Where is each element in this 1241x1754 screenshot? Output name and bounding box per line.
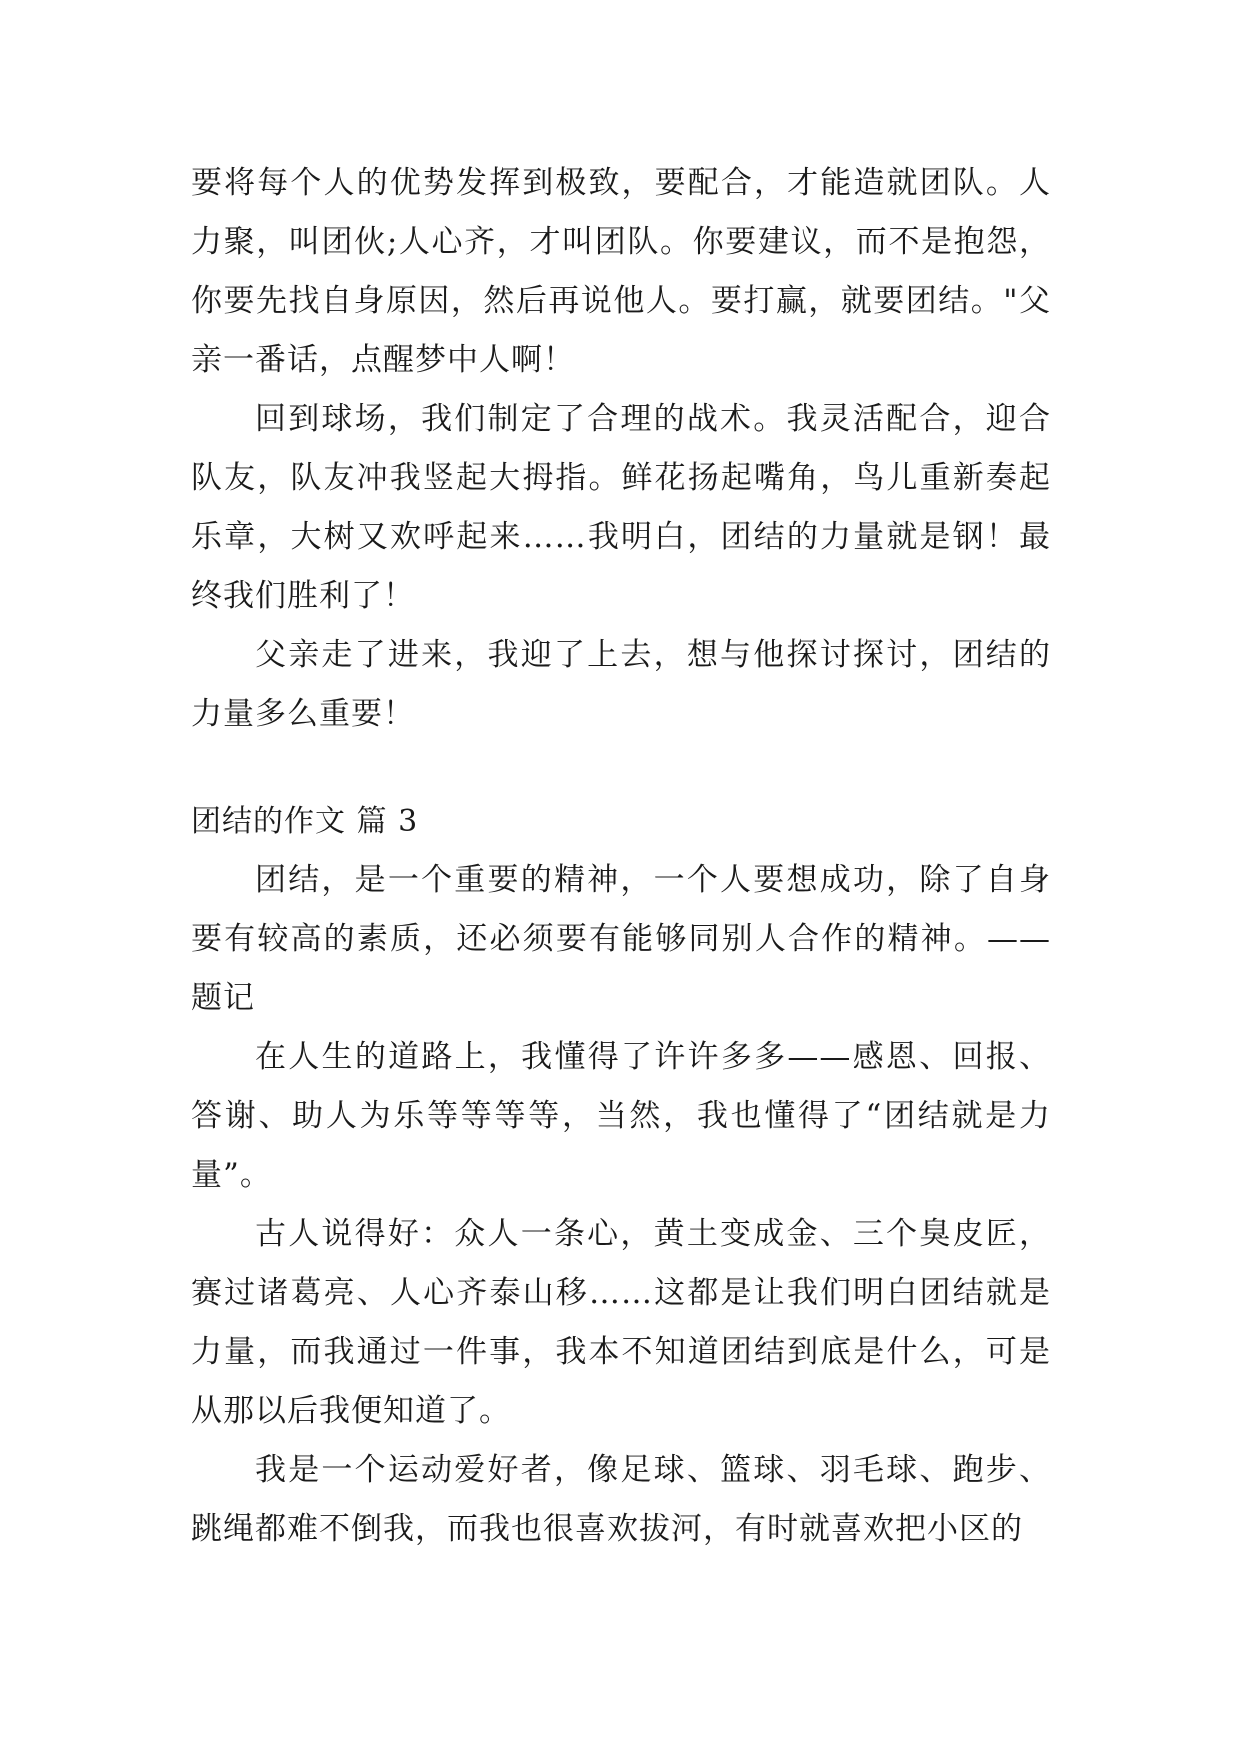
section-heading: 团结的作文 篇 3 [191, 804, 419, 839]
paragraph-ancient-sayings: 古人说得好：众人一条心，黄土变成金、三个臭皮匠，赛过诸葛亮、人心齐泰山移……这都是让我们明白团结就是力量，而我通过一件事，我本不知道团结到底是什么，可是从那以后我便知道了。 [191, 1216, 1051, 1429]
paragraph-sports-lover: 我是一个运动爱好者，像足球、篮球、羽毛球、跑步、跳绳都难不倒我，而我也很喜欢拔河，有时就喜欢把小区的 [191, 1452, 1051, 1547]
paragraph-back-to-court: 回到球场，我们制定了合理的战术。我灵活配合，迎合队友，队友冲我竖起大拇指。鲜花扬起嘴角，鸟儿重新奏起乐章，大树又欢呼起来……我明白，团结的力量就是钢！最终我们胜利了！ [191, 401, 1051, 614]
document-body [191, 154, 1051, 1559]
paragraph-epigraph: 团结，是一个重要的精神，一个人要想成功，除了自身要有较高的素质，还必须要有能够同别人合作的精神。——题记 [191, 862, 1051, 1016]
paragraph-father-advice: 要将每个人的优势发挥到极致，要配合，才能造就团队。人力聚，叫团伙;人心齐，才叫团队。你要建议，而不是抱怨，你要先找自身原因，然后再说他人。要打赢，就要团结。"父亲一番话，点醒梦中人啊！ [191, 165, 1051, 378]
paragraph-father-enters: 父亲走了进来，我迎了上去，想与他探讨探讨，团结的力量多么重要！ [191, 637, 1051, 732]
paragraph-life-road: 在人生的道路上，我懂得了许许多多——感恩、回报、答谢、助人为乐等等等等，当然，我也懂得了“团结就是力量”。 [191, 1039, 1051, 1193]
